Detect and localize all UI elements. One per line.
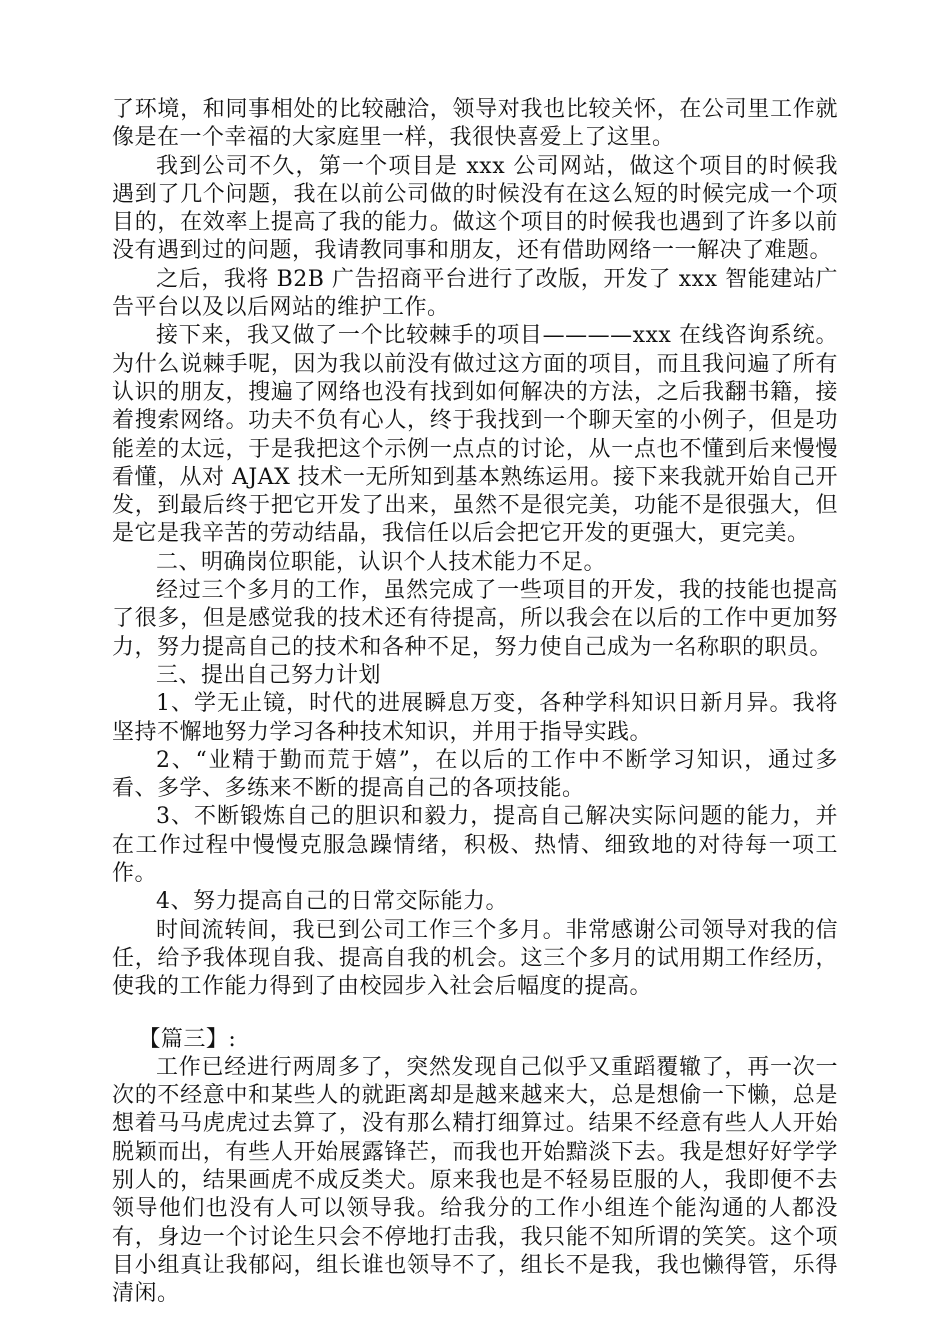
section-gap (112, 1002, 838, 1026)
paragraph-first-project: 我到公司不久，第一个项目是 xxx 公司网站，做这个项目的时候我遇到了几个问题，我在以前公司做的时候没有在这么短的时候完成一个项目的，在效率上提高了我的能力。做这个项目的时候我也遇到了许多以前没有遇到过的问题，我请教同事和朋友，还有借助网络一一解决了难题。 (112, 153, 838, 264)
document-page (112, 96, 838, 1308)
heading-job-duties: 二、明确岗位职能，认识个人技术能力不足。 (156, 549, 607, 575)
paragraph-three-months: 经过三个多月的工作，虽然完成了一些项目的开发，我的技能也提高了很多，但是感觉我的技术还有待提高，所以我会在以后的工作中更加努力，努力提高自己的技术和各种不足，努力使自己成为一名称职的职员。 (112, 578, 838, 660)
plan-item-1: 1、学无止镜，时代的进展瞬息万变，各种学科知识日新月异。我将坚持不懈地努力学习各种技术知识，并用于指导实践。 (112, 691, 838, 745)
section-heading: 【篇三】: (138, 1026, 237, 1052)
paragraph-conclusion: 时间流转间，我已到公司工作三个多月。非常感谢公司领导对我的信任，给予我体现自我、提高自我的机会。这三个多月的试用期工作经历，使我的工作能力得到了由校园步入社会后幅度的提高。 (112, 917, 838, 1000)
paragraph-b2b-platform: 之后，我将 B2B 广告招商平台进行了改版，开发了 xxx 智能建站广告平台以及以后网站的维护工作。 (112, 266, 838, 321)
heading-effort-plan: 三、提出自己努力计划 (156, 662, 382, 688)
paragraph-environment: 了环境，和同事相处的比较融洽，领导对我也比较关怀，在公司里工作就像是在一个幸福的大家庭里一样，我很快喜爱上了这里。 (112, 97, 838, 151)
plan-item-2: 2、“业精于勤而荒于嬉”，在以后的工作中不断学习知识，通过多看、多学、多练来不断的提高自己的各项技能。 (112, 747, 838, 802)
paragraph-section-three: 工作已经进行两周多了，突然发现自己似乎又重蹈覆辙了，再一次一次的不经意中和某些人的就距离却是越来越来大，总是想偷一下懒，总是想着马马虎虎过去算了，没有那么精打细算过。结果不经意有些人人开始脱颖而出，有些人开始展露锋芒，而我也开始黯淡下去。我是想好好学学别人的，结果画虎不成反类犬。原来我也是不轻易臣服的人，我即便不去领导他们也没有人可以领导我。给我分的工作小组连个能沟通的人都没有，身边一个讨论生只会不停地打击我，我只能不知所谓的笑笑。这个项目小组真让我郁闷，组长谁也领导不了，组长不是我，我也懒得管，乐得清闲。 (112, 1054, 838, 1307)
plan-item-3: 3、不断锻炼自己的胆识和毅力，提高自己解决实际问题的能力，并在工作过程中慢慢克服急躁情绪，积极、热情、细致地的对待每一项工作。 (112, 804, 838, 887)
paragraph-consult-system: 接下来，我又做了一个比较棘手的项目————xxx 在线咨询系统。为什么说棘手呢，因为我以前没有做过这方面的项目，而且我问遍了所有认识的朋友，搜遍了网络也没有找到如何解决的方法，之后我翻书籍，接着搜索网络。功夫不负有心人，终于我找到一个聊天室的小例子，但是功能差的太远，于是我把这个示例一点点的讨论，从一点也不懂到后来慢慢看懂，从对 AJAX 技术一无所知到基本熟练运用。接下来我就开始自己开发，到最后终于把它开发了出来，虽然不是很完美，功能不是很强大，但是它是我辛苦的劳动结晶，我信任以后会把它开发的更强大，更完美。 (112, 323, 838, 547)
plan-item-4: 4、努力提高自己的日常交际能力。 (156, 889, 508, 915)
